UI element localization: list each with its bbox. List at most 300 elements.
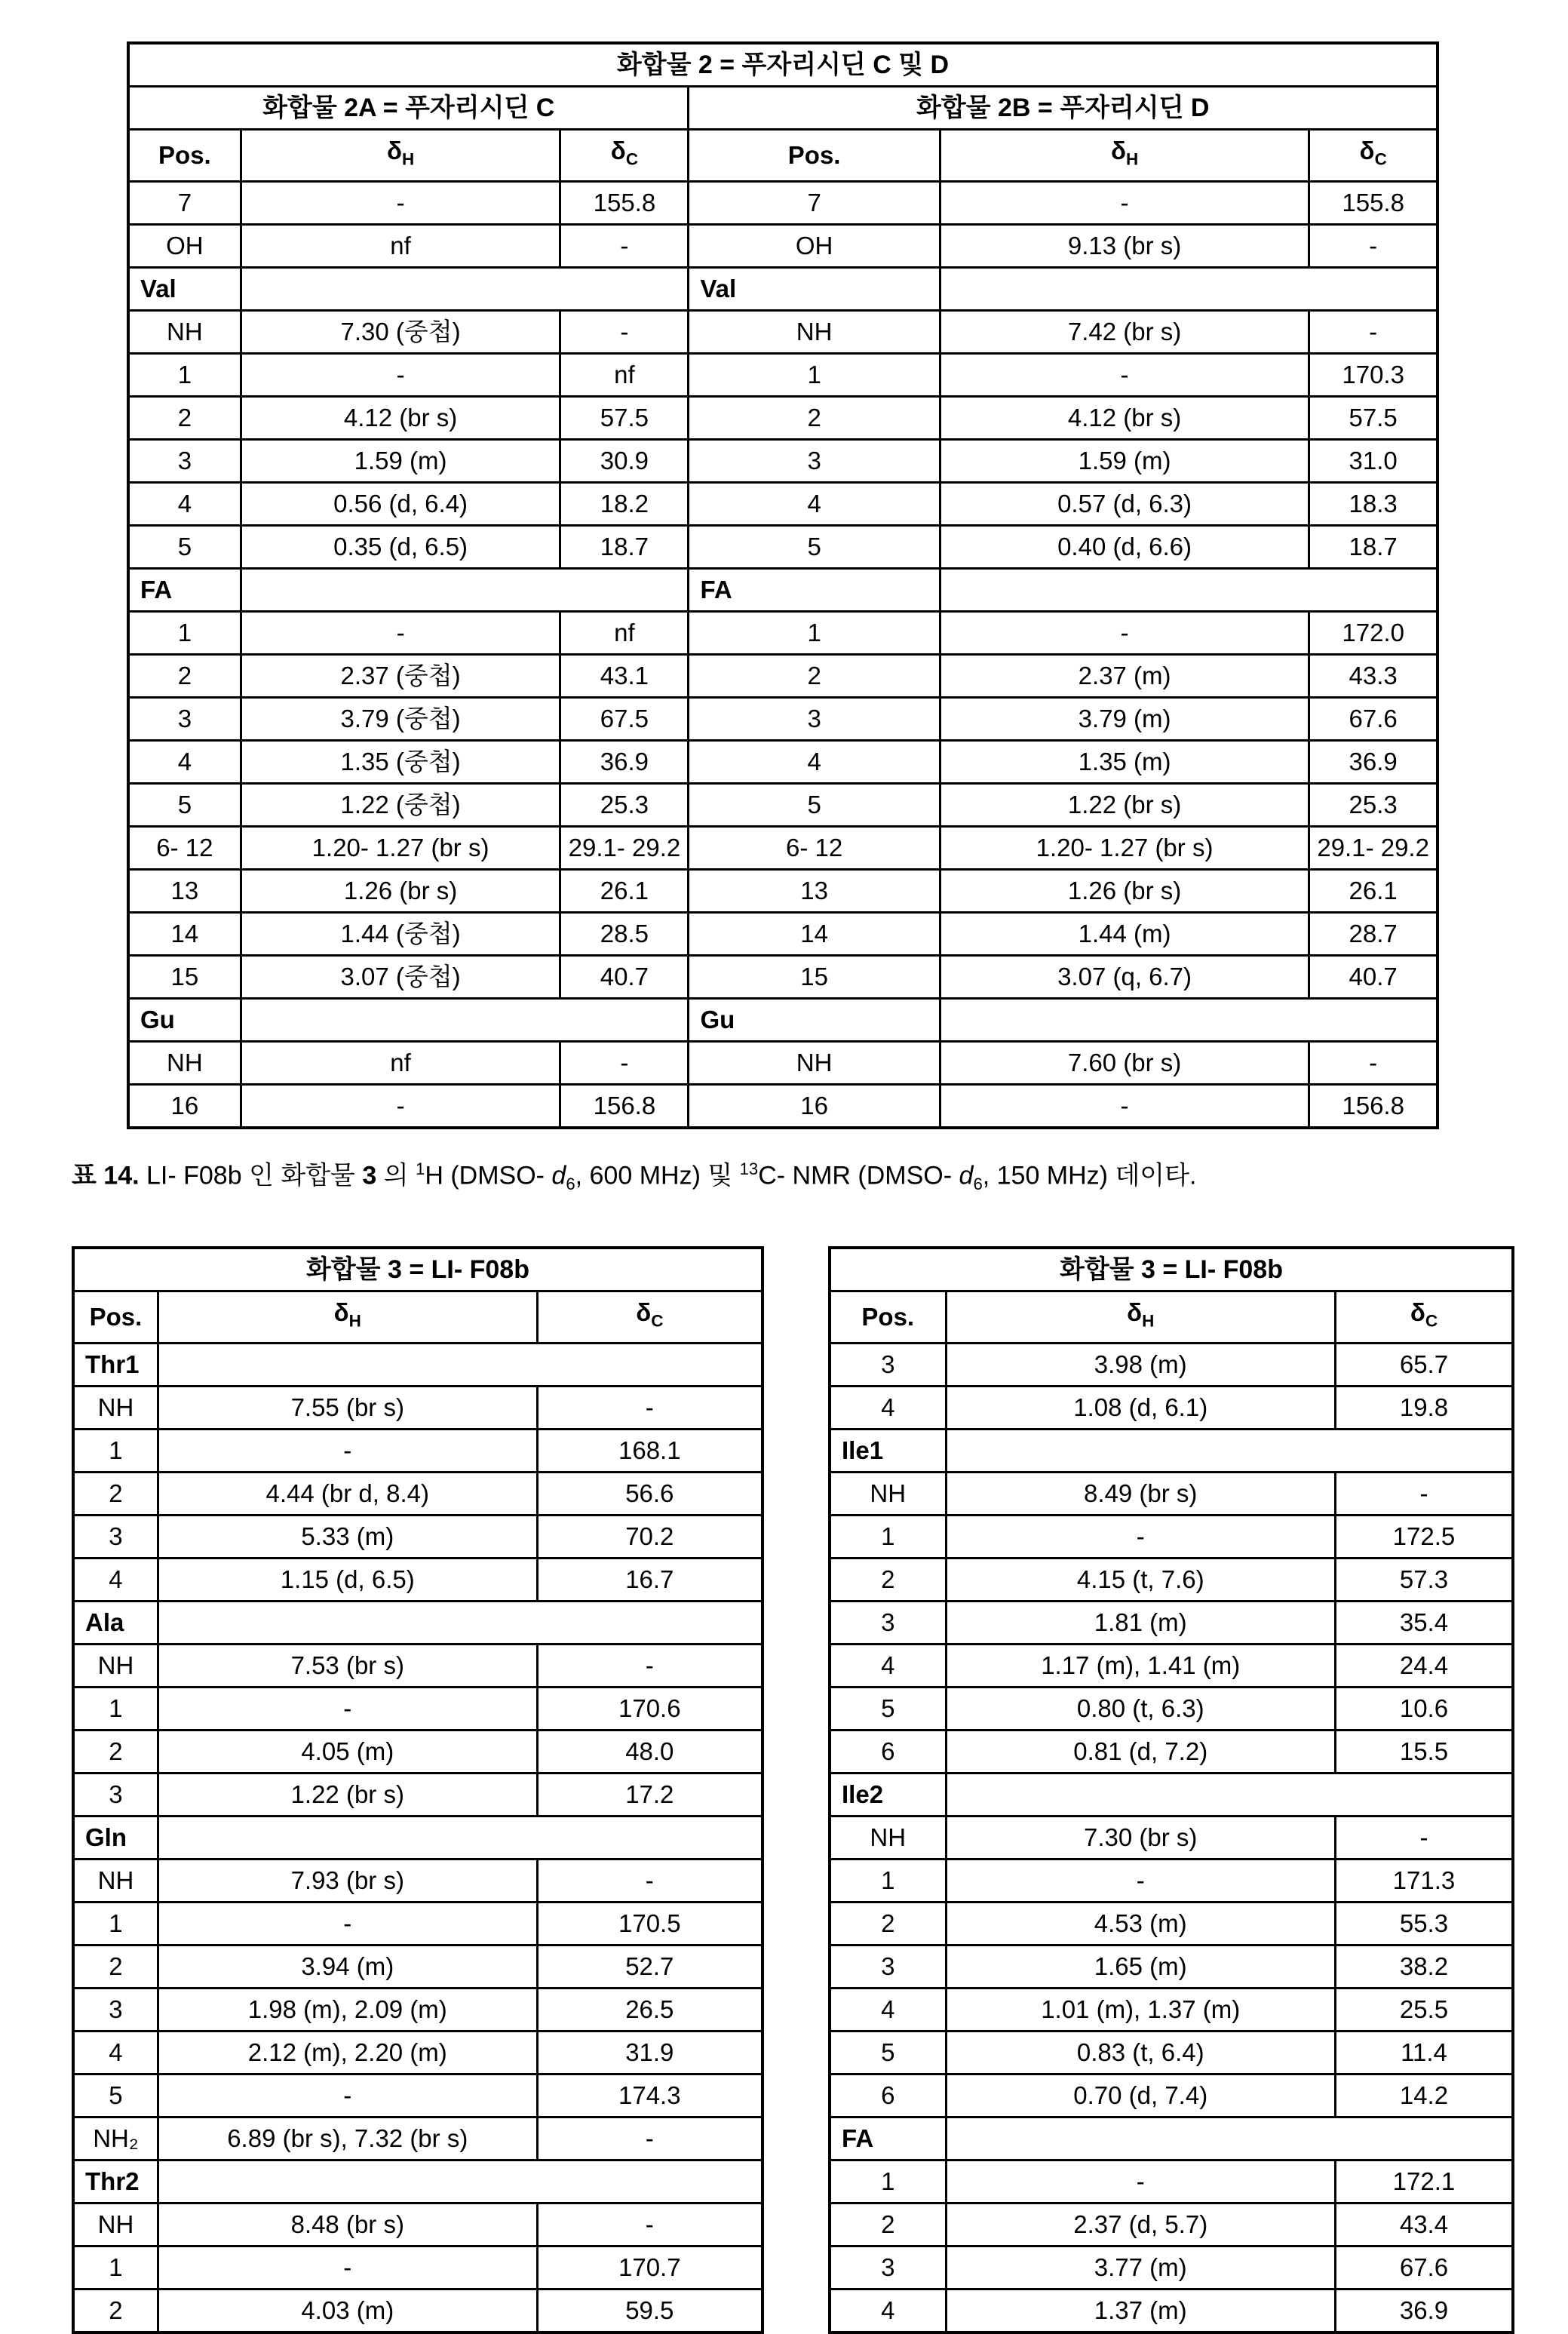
- data-row: [830, 1730, 1513, 1773]
- pos-cell: 4: [830, 1644, 946, 1687]
- column-header-row: [128, 130, 1438, 182]
- delta-h-cell: -: [241, 611, 560, 654]
- pos-cell: OH: [128, 224, 241, 267]
- caption-part: , 600 MHz) 및: [575, 1161, 740, 1190]
- data-row: [73, 1644, 763, 1687]
- delta-c-cell: 171.3: [1335, 1859, 1513, 1902]
- delta-c-cell: 31.0: [1309, 439, 1438, 482]
- pos-cell: 2: [128, 654, 241, 697]
- pos-cell: 5: [73, 2074, 158, 2117]
- delta-symbol: δ: [636, 1298, 652, 1326]
- section-label: Val: [128, 267, 241, 310]
- delta-c-cell: 43.4: [1335, 2203, 1513, 2246]
- pos-cell: NH: [73, 1859, 158, 1902]
- delta-h-cell: 8.48 (br s): [158, 2203, 537, 2246]
- delta-c-cell: 57.3: [1335, 1558, 1513, 1601]
- data-row: [830, 2160, 1513, 2203]
- section-row: [128, 267, 1438, 310]
- pos-cell: 1: [689, 353, 940, 396]
- delta-h-cell: 2.12 (m), 2.20 (m): [158, 2031, 537, 2074]
- data-row: [830, 2074, 1513, 2117]
- caption-part: C- NMR (DMSO-: [758, 1161, 959, 1190]
- delta-h-cell: -: [158, 1687, 537, 1730]
- pos-cell: 1: [128, 611, 241, 654]
- pos-cell: 2: [73, 2289, 158, 2332]
- delta-h-cell: 0.70 (d, 7.4): [946, 2074, 1335, 2117]
- pos-cell: 3: [128, 439, 241, 482]
- delta-h-cell: 1.22 (br s): [158, 1773, 537, 1816]
- delta-h-column-header: [946, 1291, 1335, 1344]
- delta-h-cell: 1.35 (중첩): [241, 740, 560, 783]
- delta-h-cell: -: [241, 181, 560, 224]
- delta-c-cell: 17.2: [537, 1773, 763, 1816]
- delta-c-cell: -: [1309, 224, 1438, 267]
- data-row: [830, 1343, 1513, 1386]
- caption-part: 1: [416, 1159, 425, 1178]
- h-subscript: H: [1142, 1311, 1155, 1331]
- delta-c-cell: 172.0: [1309, 611, 1438, 654]
- delta-h-cell: 4.12 (br s): [940, 396, 1309, 439]
- pos-cell: 14: [689, 912, 940, 955]
- delta-c-column-header: [560, 130, 689, 182]
- delta-c-cell: nf: [560, 611, 689, 654]
- data-row: [73, 1687, 763, 1730]
- delta-h-cell: 2.37 (d, 5.7): [946, 2203, 1335, 2246]
- data-row: [128, 224, 1438, 267]
- pos-cell: 2: [689, 654, 940, 697]
- caption-part: , 150 MHz) 데이타.: [982, 1161, 1197, 1190]
- delta-h-cell: 3.07 (중첩): [241, 955, 560, 998]
- delta-c-cell: 40.7: [560, 955, 689, 998]
- delta-h-cell: 7.30 (br s): [946, 1816, 1335, 1859]
- column-header-row: [830, 1291, 1513, 1344]
- delta-symbol: δ: [1127, 1298, 1143, 1326]
- compound2-table-body: [128, 181, 1438, 1128]
- table-subtitle-row: [128, 87, 1438, 130]
- delta-c-cell: 35.4: [1335, 1601, 1513, 1644]
- delta-c-cell: nf: [560, 353, 689, 396]
- delta-c-cell: 18.7: [1309, 525, 1438, 568]
- delta-h-cell: nf: [241, 1041, 560, 1084]
- delta-c-cell: 36.9: [1309, 740, 1438, 783]
- pos-cell: 2: [73, 1945, 158, 1988]
- section-fill: [158, 2160, 763, 2203]
- data-row: [128, 1041, 1438, 1084]
- section-fill: [940, 568, 1438, 611]
- delta-h-cell: 1.59 (m): [241, 439, 560, 482]
- compound3-right-title: 화합물 3 = LI- F08b: [830, 1248, 1513, 1291]
- delta-h-cell: 1.98 (m), 2.09 (m): [158, 1988, 537, 2031]
- pos-cell: 2: [830, 1558, 946, 1601]
- delta-h-cell: -: [940, 611, 1309, 654]
- delta-h-cell: 2.37 (m): [940, 654, 1309, 697]
- delta-h-cell: 1.20- 1.27 (br s): [241, 826, 560, 869]
- pos-column-header: Pos.: [128, 130, 241, 182]
- data-row: [128, 396, 1438, 439]
- delta-h-cell: 0.81 (d, 7.2): [946, 1730, 1335, 1773]
- delta-h-cell: 8.49 (br s): [946, 1472, 1335, 1515]
- delta-h-cell: -: [158, 1429, 537, 1472]
- data-row: [73, 2246, 763, 2289]
- delta-c-cell: 16.7: [537, 1558, 763, 1601]
- delta-c-cell: 18.3: [1309, 482, 1438, 525]
- pos-cell: 4: [830, 1988, 946, 2031]
- column-header-row: [73, 1291, 763, 1344]
- compound3-left-table: [72, 1246, 764, 2334]
- pos-cell: 6- 12: [128, 826, 241, 869]
- delta-h-cell: 1.22 (중첩): [241, 783, 560, 826]
- section-row: [73, 2160, 763, 2203]
- pos-cell: 16: [689, 1084, 940, 1128]
- delta-c-cell: 10.6: [1335, 1687, 1513, 1730]
- pos-cell: NH: [689, 310, 940, 353]
- delta-c-cell: 11.4: [1335, 2031, 1513, 2074]
- pos-cell: 2: [73, 1472, 158, 1515]
- delta-c-column-header: [537, 1291, 763, 1344]
- delta-c-cell: -: [537, 2117, 763, 2160]
- h-subscript: H: [348, 1311, 361, 1331]
- caption-part: 의: [376, 1161, 416, 1190]
- delta-c-cell: 26.1: [1309, 869, 1438, 912]
- h-subscript: H: [1125, 149, 1139, 169]
- pos-column-header: Pos.: [689, 130, 940, 182]
- delta-c-cell: 43.3: [1309, 654, 1438, 697]
- data-row: [830, 2246, 1513, 2289]
- data-row: [128, 783, 1438, 826]
- data-row: [73, 1988, 763, 2031]
- delta-c-cell: 55.3: [1335, 1902, 1513, 1945]
- delta-c-cell: 172.5: [1335, 1515, 1513, 1558]
- c-subscript: C: [625, 149, 639, 169]
- pos-cell: 1: [73, 1902, 158, 1945]
- data-row: [73, 1773, 763, 1816]
- delta-h-cell: 4.03 (m): [158, 2289, 537, 2332]
- pos-cell: 5: [830, 2031, 946, 2074]
- delta-symbol: δ: [386, 137, 402, 164]
- data-row: [830, 1644, 1513, 1687]
- data-row: [73, 1558, 763, 1601]
- data-row: [830, 1558, 1513, 1601]
- pos-cell: 5: [689, 525, 940, 568]
- delta-symbol: δ: [1110, 137, 1126, 164]
- section-label: Thr2: [73, 2160, 158, 2203]
- delta-h-cell: 1.01 (m), 1.37 (m): [946, 1988, 1335, 2031]
- delta-c-cell: 26.5: [537, 1988, 763, 2031]
- pos-cell: 2: [128, 396, 241, 439]
- data-row: [830, 1687, 1513, 1730]
- pos-cell: NH₂: [73, 2117, 158, 2160]
- delta-h-cell: 4.53 (m): [946, 1902, 1335, 1945]
- pos-cell: 3: [73, 1773, 158, 1816]
- data-row: [73, 1730, 763, 1773]
- pos-cell: 6- 12: [689, 826, 940, 869]
- delta-c-cell: 56.6: [537, 1472, 763, 1515]
- data-row: [73, 2203, 763, 2246]
- pos-cell: 16: [128, 1084, 241, 1128]
- delta-h-cell: -: [241, 1084, 560, 1128]
- delta-c-cell: -: [560, 1041, 689, 1084]
- delta-h-cell: 7.42 (br s): [940, 310, 1309, 353]
- pos-cell: 3: [830, 1945, 946, 1988]
- delta-h-cell: 7.60 (br s): [940, 1041, 1309, 1084]
- caption-part: 3: [362, 1161, 377, 1190]
- pos-cell: 7: [689, 181, 940, 224]
- delta-h-cell: 1.22 (br s): [940, 783, 1309, 826]
- data-row: [128, 439, 1438, 482]
- data-row: [128, 353, 1438, 396]
- data-row: [128, 611, 1438, 654]
- pos-cell: 6: [830, 1730, 946, 1773]
- delta-h-cell: 4.44 (br d, 8.4): [158, 1472, 537, 1515]
- delta-symbol: δ: [1359, 137, 1375, 164]
- c-subscript: C: [1425, 1311, 1438, 1331]
- delta-h-cell: 3.07 (q, 6.7): [940, 955, 1309, 998]
- delta-c-cell: 43.1: [560, 654, 689, 697]
- data-row: [128, 955, 1438, 998]
- pos-cell: NH: [128, 1041, 241, 1084]
- c-subscript: C: [1374, 149, 1387, 169]
- delta-h-cell: -: [940, 181, 1309, 224]
- section-fill: [158, 1601, 763, 1644]
- caption-part: 표 14.: [72, 1161, 140, 1190]
- delta-c-cell: 29.1- 29.2: [1309, 826, 1438, 869]
- delta-c-cell: 52.7: [537, 1945, 763, 1988]
- delta-h-cell: 3.79 (중첩): [241, 697, 560, 740]
- section-row: [128, 998, 1438, 1041]
- pos-cell: 2: [830, 2203, 946, 2246]
- delta-h-cell: 1.44 (중첩): [241, 912, 560, 955]
- pos-cell: 3: [830, 1601, 946, 1644]
- pos-cell: 1: [689, 611, 940, 654]
- section-row: [830, 1429, 1513, 1472]
- delta-h-cell: 7.93 (br s): [158, 1859, 537, 1902]
- pos-cell: 7: [128, 181, 241, 224]
- delta-c-cell: 38.2: [1335, 1945, 1513, 1988]
- pos-cell: 15: [689, 955, 940, 998]
- compound3-right-body: [830, 1343, 1513, 2332]
- data-row: [128, 525, 1438, 568]
- pos-cell: 1: [128, 353, 241, 396]
- delta-c-cell: 31.9: [537, 2031, 763, 2074]
- delta-h-cell: 1.35 (m): [940, 740, 1309, 783]
- delta-h-cell: 6.89 (br s), 7.32 (br s): [158, 2117, 537, 2160]
- delta-h-cell: -: [940, 1084, 1309, 1128]
- delta-h-cell: 3.77 (m): [946, 2246, 1335, 2289]
- section-row: [830, 1773, 1513, 1816]
- pos-cell: 4: [830, 2289, 946, 2332]
- delta-h-column-header: [158, 1291, 537, 1344]
- caption-part: d: [551, 1161, 566, 1190]
- delta-h-cell: 3.98 (m): [946, 1343, 1335, 1386]
- delta-h-cell: 0.83 (t, 6.4): [946, 2031, 1335, 2074]
- delta-c-cell: 67.6: [1335, 2246, 1513, 2289]
- section-fill: [940, 267, 1438, 310]
- delta-h-cell: 4.05 (m): [158, 1730, 537, 1773]
- delta-h-cell: -: [241, 353, 560, 396]
- delta-c-cell: 170.3: [1309, 353, 1438, 396]
- delta-h-cell: 1.17 (m), 1.41 (m): [946, 1644, 1335, 1687]
- delta-c-cell: 67.5: [560, 697, 689, 740]
- data-row: [128, 697, 1438, 740]
- delta-h-cell: 7.30 (중첩): [241, 310, 560, 353]
- delta-c-cell: 18.7: [560, 525, 689, 568]
- delta-h-cell: -: [940, 353, 1309, 396]
- pos-cell: 3: [830, 1343, 946, 1386]
- data-row: [830, 2031, 1513, 2074]
- delta-c-cell: 19.8: [1335, 1386, 1513, 1429]
- delta-h-cell: 1.08 (d, 6.1): [946, 1386, 1335, 1429]
- data-row: [128, 181, 1438, 224]
- section-label: Ile1: [830, 1429, 946, 1472]
- delta-c-cell: 25.3: [1309, 783, 1438, 826]
- section-row: [73, 1343, 763, 1386]
- delta-c-cell: 36.9: [560, 740, 689, 783]
- table-title-row: [830, 1248, 1513, 1291]
- h-subscript: H: [401, 149, 415, 169]
- data-row: [73, 1902, 763, 1945]
- delta-h-cell: 0.40 (d, 6.6): [940, 525, 1309, 568]
- delta-c-cell: 155.8: [560, 181, 689, 224]
- data-row: [73, 1515, 763, 1558]
- section-fill: [241, 568, 689, 611]
- section-label: FA: [830, 2117, 946, 2160]
- section-row: [830, 2117, 1513, 2160]
- pos-cell: 1: [73, 2246, 158, 2289]
- section-row: [73, 1601, 763, 1644]
- pos-cell: 3: [689, 697, 940, 740]
- delta-c-cell: 28.7: [1309, 912, 1438, 955]
- delta-c-cell: 26.1: [560, 869, 689, 912]
- section-label: Val: [689, 267, 940, 310]
- delta-h-cell: -: [158, 2246, 537, 2289]
- compound3-left-body: [73, 1343, 763, 2332]
- data-row: [830, 2203, 1513, 2246]
- data-row: [73, 2289, 763, 2332]
- data-row: [73, 1472, 763, 1515]
- data-row: [830, 2289, 1513, 2332]
- section-fill: [241, 267, 689, 310]
- delta-c-cell: 65.7: [1335, 1343, 1513, 1386]
- delta-h-cell: 5.33 (m): [158, 1515, 537, 1558]
- compound2a-subtitle: 화합물 2A = 푸자리시딘 C: [128, 87, 689, 130]
- pos-cell: 3: [73, 1515, 158, 1558]
- caption-part: 6: [566, 1175, 575, 1194]
- delta-c-cell: 18.2: [560, 482, 689, 525]
- pos-cell: 2: [73, 1730, 158, 1773]
- section-fill: [158, 1816, 763, 1859]
- delta-c-cell: -: [1309, 1041, 1438, 1084]
- compound2b-subtitle: 화합물 2B = 푸자리시딘 D: [689, 87, 1438, 130]
- pos-cell: 3: [689, 439, 940, 482]
- data-row: [830, 1859, 1513, 1902]
- delta-h-cell: 7.55 (br s): [158, 1386, 537, 1429]
- data-row: [830, 1902, 1513, 1945]
- delta-h-cell: 1.15 (d, 6.5): [158, 1558, 537, 1601]
- pos-cell: 4: [830, 1386, 946, 1429]
- delta-h-cell: 0.35 (d, 6.5): [241, 525, 560, 568]
- delta-c-column-header: [1309, 130, 1438, 182]
- delta-c-cell: -: [560, 224, 689, 267]
- data-row: [73, 1945, 763, 1988]
- section-label: FA: [128, 568, 241, 611]
- caption-part: H (DMSO-: [425, 1161, 552, 1190]
- pos-cell: 2: [689, 396, 940, 439]
- section-fill: [946, 2117, 1513, 2160]
- compound2-table-title: 화합물 2 = 푸자리시딘 C 및 D: [128, 43, 1438, 87]
- delta-c-cell: 170.5: [537, 1902, 763, 1945]
- data-row: [128, 826, 1438, 869]
- delta-c-column-header: [1335, 1291, 1513, 1344]
- pos-cell: 4: [128, 740, 241, 783]
- data-row: [73, 1386, 763, 1429]
- delta-c-cell: 174.3: [537, 2074, 763, 2117]
- delta-c-cell: -: [1335, 1816, 1513, 1859]
- delta-symbol: δ: [333, 1298, 349, 1326]
- delta-c-cell: -: [560, 310, 689, 353]
- section-label: Gu: [689, 998, 940, 1041]
- pos-cell: 15: [128, 955, 241, 998]
- section-fill: [241, 998, 689, 1041]
- section-fill: [940, 998, 1438, 1041]
- pos-cell: 5: [128, 783, 241, 826]
- pos-cell: 2: [830, 1902, 946, 1945]
- pos-cell: 4: [689, 740, 940, 783]
- data-row: [128, 1084, 1438, 1128]
- data-row: [73, 1429, 763, 1472]
- data-row: [830, 1601, 1513, 1644]
- caption-part: LI- F08b 인 화합물: [139, 1161, 363, 1190]
- delta-c-cell: 172.1: [1335, 2160, 1513, 2203]
- data-row: [128, 310, 1438, 353]
- data-row: [128, 654, 1438, 697]
- pos-cell: 6: [830, 2074, 946, 2117]
- delta-c-cell: -: [537, 2203, 763, 2246]
- delta-h-cell: 4.15 (t, 7.6): [946, 1558, 1335, 1601]
- pos-cell: NH: [73, 1644, 158, 1687]
- pos-cell: 3: [830, 2246, 946, 2289]
- delta-c-cell: -: [537, 1644, 763, 1687]
- delta-h-cell: 1.26 (br s): [940, 869, 1309, 912]
- delta-h-cell: 0.57 (d, 6.3): [940, 482, 1309, 525]
- delta-c-cell: 155.8: [1309, 181, 1438, 224]
- pos-cell: 5: [689, 783, 940, 826]
- pos-cell: NH: [73, 2203, 158, 2246]
- delta-h-cell: 3.94 (m): [158, 1945, 537, 1988]
- c-subscript: C: [651, 1311, 664, 1331]
- data-row: [73, 2074, 763, 2117]
- pos-cell: 13: [128, 869, 241, 912]
- pos-cell: 1: [830, 2160, 946, 2203]
- delta-h-cell: 1.44 (m): [940, 912, 1309, 955]
- section-row: [73, 1816, 763, 1859]
- delta-h-cell: -: [946, 2160, 1335, 2203]
- section-label: Gln: [73, 1816, 158, 1859]
- pos-cell: 5: [830, 1687, 946, 1730]
- delta-c-cell: 28.5: [560, 912, 689, 955]
- pos-cell: NH: [830, 1816, 946, 1859]
- section-label: Thr1: [73, 1343, 158, 1386]
- caption-part: 13: [739, 1159, 759, 1178]
- delta-c-cell: 29.1- 29.2: [560, 826, 689, 869]
- data-row: [73, 2031, 763, 2074]
- delta-c-cell: 36.9: [1335, 2289, 1513, 2332]
- data-row: [128, 482, 1438, 525]
- pos-cell: 1: [830, 1515, 946, 1558]
- data-row: [73, 2117, 763, 2160]
- pos-cell: 3: [128, 697, 241, 740]
- delta-h-column-header: [241, 130, 560, 182]
- pos-cell: 4: [128, 482, 241, 525]
